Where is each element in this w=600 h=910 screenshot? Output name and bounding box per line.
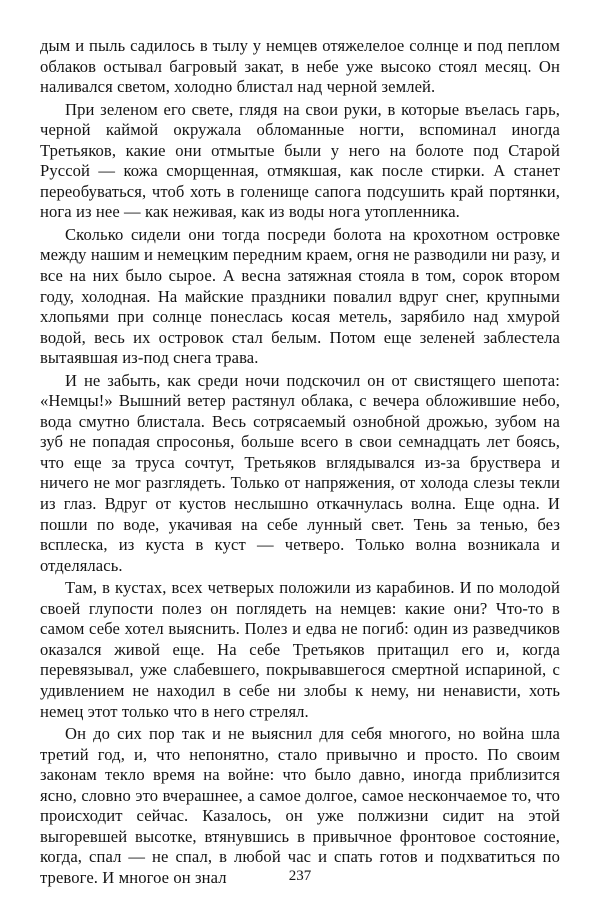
page-number: 237 xyxy=(288,868,312,884)
page-body-text xyxy=(40,36,560,890)
paragraph: И не забыть, как среди ночи подскочил он от свистящего шепота: «Немцы!» Вышний ветер растянул облака, с вечера обложившие небо, вода смутно блистала. Весь сотрясаемый ознобной дрожью, зубом на зуб не попадая спросонья, больше всего в свои семнадцать лет боясь, что еще за труса сочтут, Третьяков вглядывался из-за бруствера и ничего не мог разглядеть. Только от напряжения, от холода слезы текли из глаз. Вдруг от кустов неслышно откачнулась волна. Еще одна. И пошли по воде, укачивая на себе лунный свет. Тень за тенью, без всплеска, из куста в куст — четверо. Только волна возникала и отделялась. xyxy=(40,370,560,575)
paragraph: Там, в кустах, всех четверых положили из карабинов. И по молодой своей глупости полез он поглядеть на немцев: какие они? Что-то в самом себе хотел выяснить. Полез и едва не погиб: один из разведчиков оказался живой еще. На себе Третьяков притащил его и, когда перевязывал, уже слабевшего, покрывавшегося смертной испариной, с удивлением не находил в себе ни злобы к нему, ни ненависти, хоть немец этот только что в него стрелял. xyxy=(40,578,560,721)
paragraph: При зеленом его свете, глядя на свои руки, в которые въелась гарь, черной каймой окружала обломанные ногти, вспоминал иногда Третьяков, какие они отмытые были у него на болоте под Старой Руссой — кожа сморщенная, отмякшая, как после стирки. А станет переобуваться, чтоб хоть в голенище сапога подсушить край портянки, нога из нее — как неживая, как из воды нога утопленника. xyxy=(40,99,560,222)
paragraph: Сколько сидели они тогда посреди болота на крохотном островке между нашим и немецким передним краем, огня не разводили ни разу, и все на них было сырое. А весна затяжная стояла в том, сорок втором году, холодная. На майские праздники повалил вдруг снег, крупными хлопьями при солнце понеслась косая метель, зарябило над хмурой водой, весь их островок стал белым. Потом еще зеленей заблестела вытаявшая из-под снега трава. xyxy=(40,224,560,368)
paragraph-continued: дым и пыль садилось в тылу у немцев отяжелелое солнце и под пеплом облаков остывал багровый закат, в небе уже высоко стоял месяц. Он наливался светом, холодно блистал над черной землей. xyxy=(40,36,560,97)
paragraph: Он до сих пор так и не выяснил для себя многого, но война шла третий год, и, что непонятно, стало привычно и просто. По своим законам текло время на войне: что было давно, иногда приблизится ясно, словно это вчерашнее, а самое долгое, самое нескончаемое то, что происходит сейчас. Казалось, он уже полжизни сидит на этой выгоревшей высотке, втянувшись в привычное фронтовое состояние, когда, спал — не спал, в любой час и спать готов и подхватиться по тревоге. И многое он знал xyxy=(40,724,560,887)
